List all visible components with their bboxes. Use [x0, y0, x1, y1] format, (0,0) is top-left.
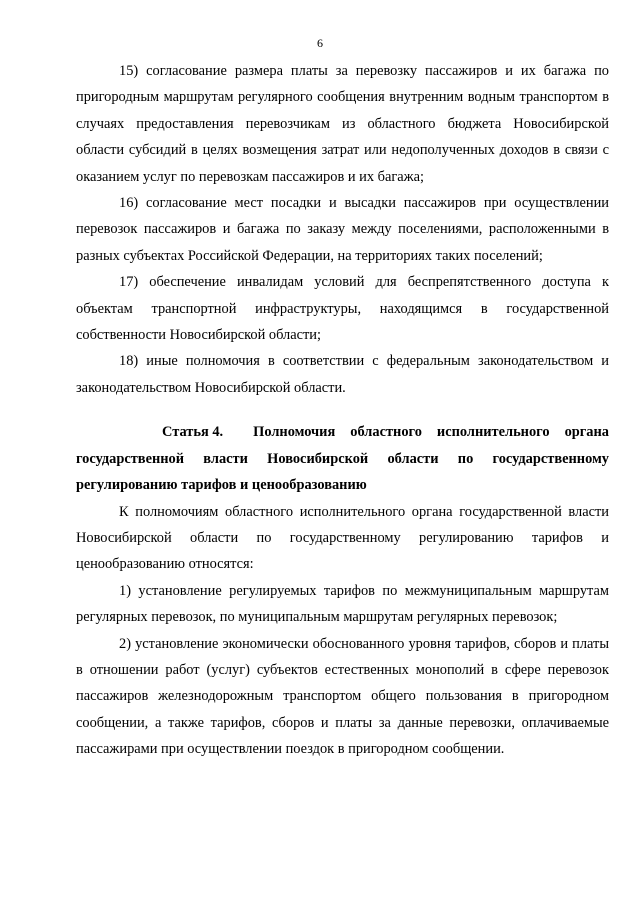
paragraph-item-16: 16) согласование мест посадки и высадки пассажиров при осуществлении перевозок пассажиров и багажа по заказу между поселениями, расположенными в разных субъектах Российской Федерации, на территориях таких поселений; — [76, 195, 609, 264]
article-number: Статья 4. — [162, 424, 224, 441]
paragraph-item-2: 2) установление экономически обоснованного уровня тарифов, сборов и платы в отношении работ (услуг) субъектов естественных монополий в сфере перевозок пассажиров железнодорожным транспортом общего пользования в пригородном сообщении, а также тарифов, сборов и платы за данные перевозки, оплачиваемые пассажирами при осуществлении поездок в пригородном сообщении. — [76, 635, 609, 758]
article-title: Полномочия областного исполнительного органа государственной власти Новосибирской области по государственному регулированию тарифов и ценообразованию — [76, 424, 609, 494]
paragraph-item-15: 15) согласование размера платы за перевозку пассажиров и их багажа по пригородным маршрутам регулярного сообщения внутренним водным транспортом в случаях предоставления перевозчикам из областного бюджета Новосибирской области субсидий в целях возмещения затрат или недополученных доходов в связи с оказанием услуг по перевозкам пассажиров и их багажа; — [76, 63, 609, 185]
paragraph-item-17: 17) обеспечение инвалидам условий для беспрепятственного доступа к объектам транспортной инфраструктуры, находящимся в государственной собственности Новосибирской области; — [76, 274, 609, 344]
article-heading — [76, 419, 609, 498]
document-body — [76, 58, 609, 763]
paragraph-intro: К полномочиям областного исполнительного органа государственной власти Новосибирской области по государственному регулированию тарифов и ценообразованию относятся: — [76, 503, 609, 573]
page-number: 6 — [317, 36, 323, 50]
paragraph-item-1: 1) установление регулируемых тарифов по межмуниципальным маршрутам регулярных перевозок, по муниципальным маршрутам регулярных перевозок; — [76, 582, 609, 626]
paragraph-item-18: 18) иные полномочия в соответствии с федеральным законодательством и законодательством Новосибирской области. — [76, 353, 609, 396]
